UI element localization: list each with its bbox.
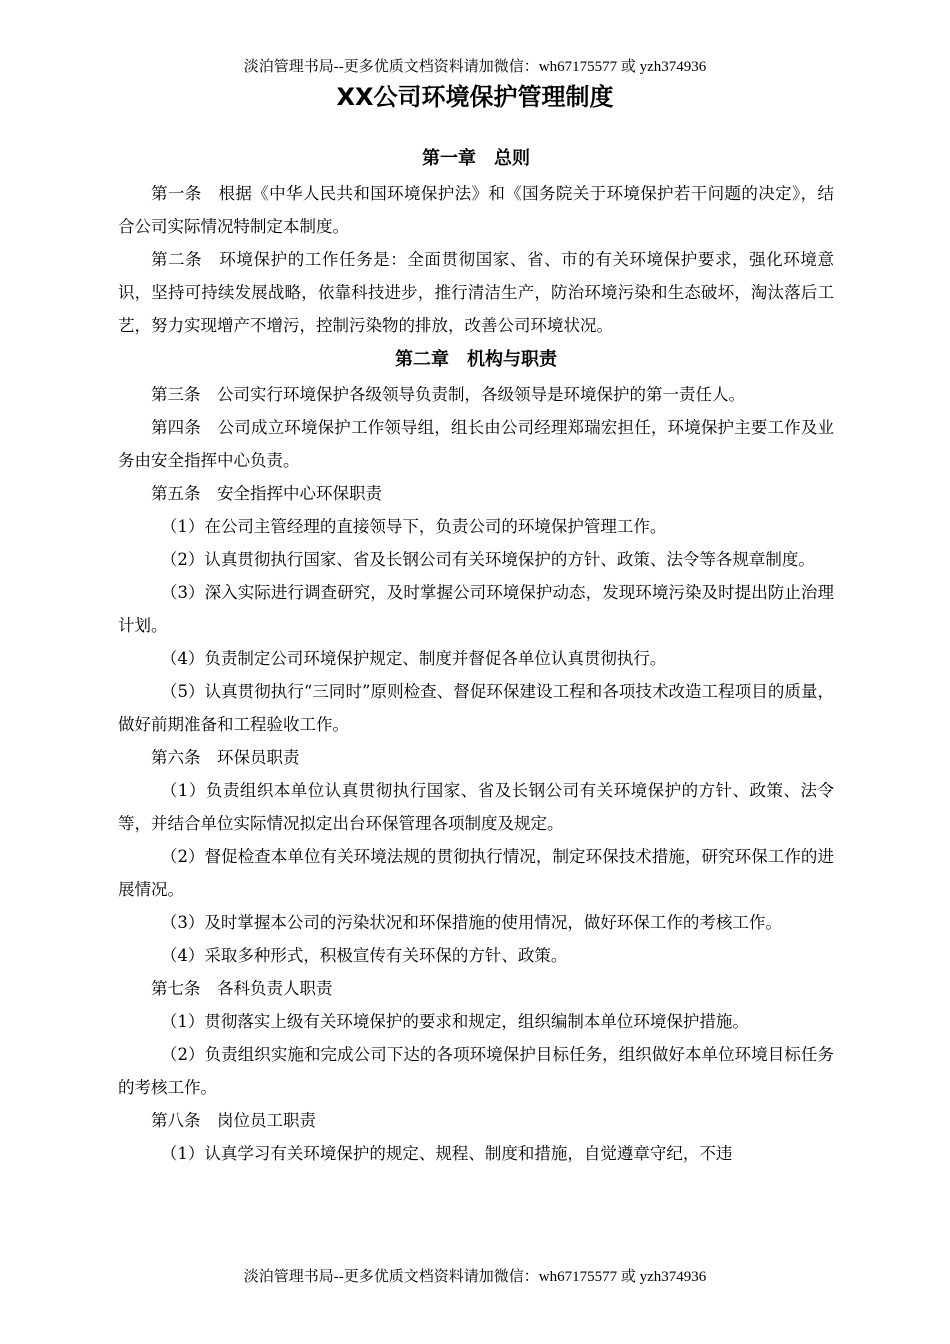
article-2: 第二条 环境保护的工作任务是：全面贯彻国家、省、市的有关环境保护要求，强化环境意识，坚持可持续发展战略，依靠科技进步，推行清洁生产，防治环境污染和生态破坏，淘汰落后工艺，努力实现增产不增污，控制污染物的排放，改善公司环境状况。 [118, 250, 834, 335]
article-8-heading: 第八条 岗位员工职责 [151, 1111, 316, 1130]
article-1: 第一条 根据《中华人民共和国环境保护法》和《国务院关于环境保护若干问题的决定》，结合公司实际情况特制定本制度。 [118, 184, 834, 236]
chapter-1-heading: 第一章 总则 [422, 148, 530, 169]
page-header: 淡泊管理书局--更多优质文档资料请加微信：wh67175577 或 yzh374936 [243, 59, 707, 75]
article-6-item: （1）负责组织本单位认真贯彻执行国家、省及长钢公司有关环境保护的方针、政策、法令等，并结合单位实际情况拟定出台环保管理各项制度及规定。 [118, 781, 834, 833]
article-6-heading: 第六条 环保员职责 [151, 748, 300, 767]
article-7-item: （2）负责组织实施和完成公司下达的各项环境保护目标任务，组织做好本单位环境目标任务的考核工作。 [118, 1045, 834, 1097]
page-footer: 淡泊管理书局--更多优质文档资料请加微信：wh67175577 或 yzh374936 [243, 1269, 707, 1285]
article-6-item: （2）督促检查本单位有关环境法规的贯彻执行情况，制定环保技术措施，研究环保工作的进展情况。 [118, 847, 834, 899]
article-4: 第四条 公司成立环境保护工作领导组，组长由公司经理郑瑞宏担任，环境保护主要工作及业务由安全指挥中心负责。 [118, 418, 834, 470]
article-6-item: （3）及时掌握本公司的污染状况和环保措施的使用情况，做好环保工作的考核工作。 [160, 913, 782, 932]
article-5-item: （3）深入实际进行调查研究，及时掌握公司环境保护动态，发现环境污染及时提出防止治理计划。 [118, 583, 834, 635]
article-3: 第三条 公司实行环境保护各级领导负责制，各级领导是环境保护的第一责任人。 [151, 385, 745, 404]
article-5-item: （5）认真贯彻执行“三同时”原则检查、督促环保建设工程和各项技术改造工程项目的质量，做好前期准备和工程验收工作。 [118, 682, 834, 734]
article-5-item: （1）在公司主管经理的直接领导下，负责公司的环境保护管理工作。 [160, 517, 667, 536]
article-5-heading: 第五条 安全指挥中心环保职责 [151, 484, 382, 503]
document-title: XX公司环境保护管理制度 [336, 83, 614, 111]
article-7-item: （1）贯彻落实上级有关环境保护的要求和规定，组织编制本单位环境保护措施。 [160, 1012, 749, 1031]
article-8-item: （1）认真学习有关环境保护的规定、规程、制度和措施，自觉遵章守纪，不违 [160, 1144, 733, 1163]
article-5-item: （2）认真贯彻执行国家、省及长钢公司有关环境保护的方针、政策、法令等各规章制度。 [160, 550, 815, 569]
document-body [118, 141, 834, 1170]
chapter-2-heading: 第二章 机构与职责 [395, 349, 557, 370]
article-5-item: （4）负责制定公司环境保护规定、制度并督促各单位认真贯彻执行。 [160, 649, 667, 668]
article-6-item: （4）采取多种形式，积极宣传有关环保的方针、政策。 [160, 946, 568, 965]
article-7-heading: 第七条 各科负责人职责 [151, 979, 333, 998]
